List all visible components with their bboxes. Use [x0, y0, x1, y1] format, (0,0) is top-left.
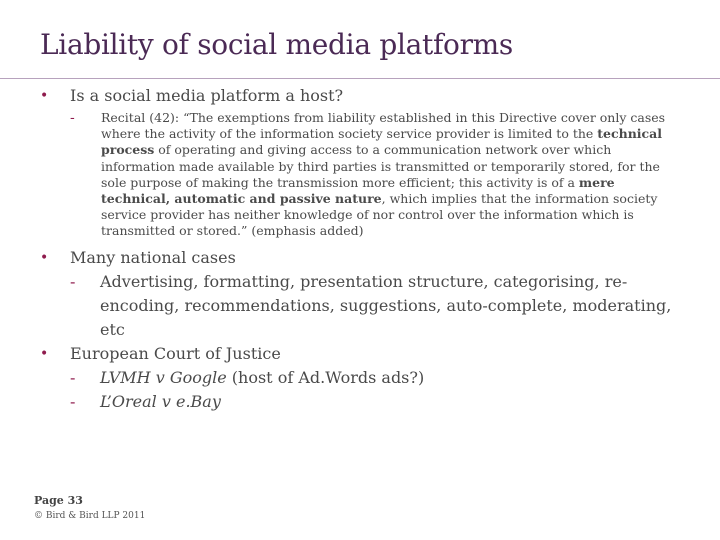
recital-bold-1: technical process — [101, 126, 663, 158]
copyright-notice: © Bird & Bird LLP 2011 — [34, 511, 146, 521]
recital-text-1: Recital (42): “The exemptions from liability established in this Directive cover only cases where the activity of the information society service provider is limited to the — [101, 110, 666, 142]
bullet-host-question — [40, 84, 690, 108]
slide-footer — [34, 494, 145, 523]
dash-icon: - — [70, 367, 76, 387]
bullet-dot-icon: • — [40, 249, 49, 266]
dash-icon: - — [70, 391, 76, 411]
bullet-ecj — [40, 342, 690, 366]
recital-quote — [40, 110, 690, 240]
ecj-case-loreal — [40, 390, 690, 414]
bullet-text: Is a social media platform a host? — [70, 86, 344, 105]
ecj-case-lvmh — [40, 366, 690, 390]
slide-title: Liability of social media platforms — [40, 28, 513, 61]
page-number: Page 33 — [34, 494, 83, 507]
recital-text-3: , which implies that the information society service provider has neither knowledge of nor control over the information which is transmitted or stored.” (emphasis added) — [101, 191, 658, 239]
bullet-text: Many national cases — [70, 247, 236, 267]
case-name: LVMH v Google — [100, 367, 227, 387]
sub-text: Advertising, formatting, presentation structure, categorising, re-encoding, recommendations, suggestions, auto-complete, moderating, etc — [100, 271, 672, 339]
bullet-dot-icon: • — [40, 345, 49, 362]
national-cases-detail — [40, 270, 690, 342]
case-name: L’Oreal v e.Bay — [100, 391, 221, 411]
bullet-national-cases — [40, 246, 690, 270]
bullet-text: European Court of Justice — [70, 343, 281, 363]
bullet-dot-icon: • — [40, 88, 49, 104]
dash-icon: - — [70, 271, 76, 291]
title-divider — [0, 78, 720, 79]
slide-content — [40, 84, 690, 414]
recital-text-2: of operating and giving access to a communication network over which information made available by third parties is transmitted or temporarily stored, for the sole purpose of making the transmission more efficient; this activity is of a — [101, 142, 660, 190]
dash-icon: - — [70, 110, 75, 126]
recital-bold-2: mere technical, automatic and passive nature — [101, 174, 615, 207]
case-note: (host of Ad.Words ads?) — [226, 367, 425, 387]
